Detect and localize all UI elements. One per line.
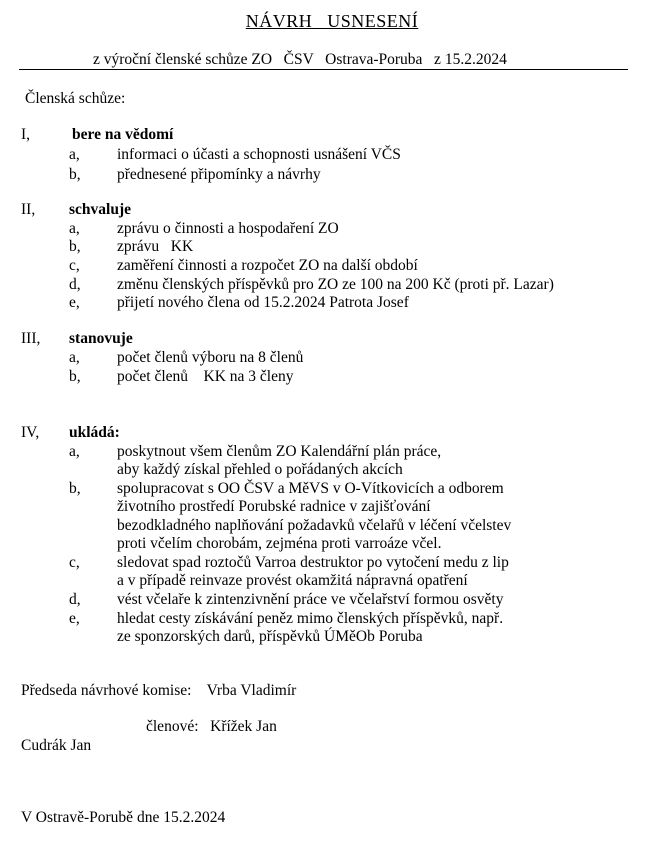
committee-members: členové: Křížek Jan: [146, 718, 277, 735]
section-verb: stanovuje: [69, 330, 133, 347]
item-letter: a,: [69, 349, 80, 366]
committee-member: Cudrák Jan: [21, 737, 92, 754]
item-text: hledat cesty získávání peněz mimo členských příspěvků, např.: [117, 610, 504, 627]
item-text: přijetí nového člena od 15.2.2024 Patrota Josef: [117, 294, 409, 311]
intro-text: Členská schůze:: [25, 90, 126, 107]
item-text: zprávu KK: [117, 238, 194, 255]
item-letter: a,: [69, 146, 80, 163]
item-letter: a,: [69, 443, 80, 460]
item-letter: d,: [69, 591, 81, 608]
section-verb: bere na vědomí: [72, 126, 174, 143]
section-verb: schvaluje: [69, 201, 131, 218]
place-date: V Ostravě-Porubě dne 15.2.2024: [21, 809, 226, 826]
section-number: IV,: [21, 424, 40, 441]
item-text: vést včelaře k zintenzivnění práce ve včelařství formou osvěty: [117, 591, 504, 608]
item-text: změnu členských příspěvků pro ZO ze 100 na 200 Kč (proti př. Lazar): [117, 276, 554, 293]
item-text: aby každý získal přehled o pořádaných akcích: [117, 461, 403, 478]
item-text: počet členů KK na 3 členy: [117, 368, 294, 385]
item-text: bezodkladného naplňování požadavků včelařů v léčení včelstev: [117, 517, 512, 534]
item-letter: c,: [69, 554, 80, 571]
item-letter: b,: [69, 238, 81, 255]
item-text: ze sponzorských darů, příspěvků ÚMěOb Poruba: [117, 628, 423, 645]
section-number: I,: [21, 126, 31, 143]
item-text: informaci o účasti a schopnosti usnášení VČS: [117, 146, 401, 163]
item-text: poskytnout všem členům ZO Kalendářní plán práce,: [117, 443, 442, 460]
section-number: II,: [21, 201, 36, 218]
item-letter: d,: [69, 276, 81, 293]
item-letter: b,: [69, 480, 81, 497]
item-text: proti včelím chorobám, zejména proti varroáze včel.: [117, 535, 442, 552]
section-verb: ukládá:: [69, 424, 120, 441]
item-text: spolupracovat s OO ČSV a MěVS v O-Vítkovicích a odborem: [117, 480, 504, 497]
section-number: III,: [21, 330, 41, 347]
item-text: sledovat spad roztočů Varroa destruktor po vytočení medu z lip: [117, 554, 509, 571]
item-letter: e,: [69, 294, 80, 311]
header-divider: [19, 69, 628, 70]
item-letter: c,: [69, 257, 80, 274]
item-text: životního prostředí Porubské radnice v zajišťování: [117, 498, 431, 515]
document-title: NÁVRH USNESENÍ: [245, 11, 419, 31]
item-text: počet členů výboru na 8 členů: [117, 349, 304, 366]
item-text: přednesené připomínky a návrhy: [117, 166, 321, 183]
item-letter: a,: [69, 220, 80, 237]
item-text: zaměření činnosti a rozpočet ZO na další období: [117, 257, 418, 274]
item-text: zprávu o činnosti a hospodaření ZO: [117, 220, 339, 237]
item-letter: e,: [69, 610, 80, 627]
item-letter: b,: [69, 166, 81, 183]
document-subtitle: z výroční členské schůze ZO ČSV Ostrava-Poruba z 15.2.2024: [93, 51, 507, 68]
item-letter: b,: [69, 368, 81, 385]
committee-chair: Předseda návrhové komise: Vrba Vladimír: [21, 682, 297, 699]
item-text: a v případě reinvaze provést okamžitá nápravná opatření: [117, 572, 468, 589]
